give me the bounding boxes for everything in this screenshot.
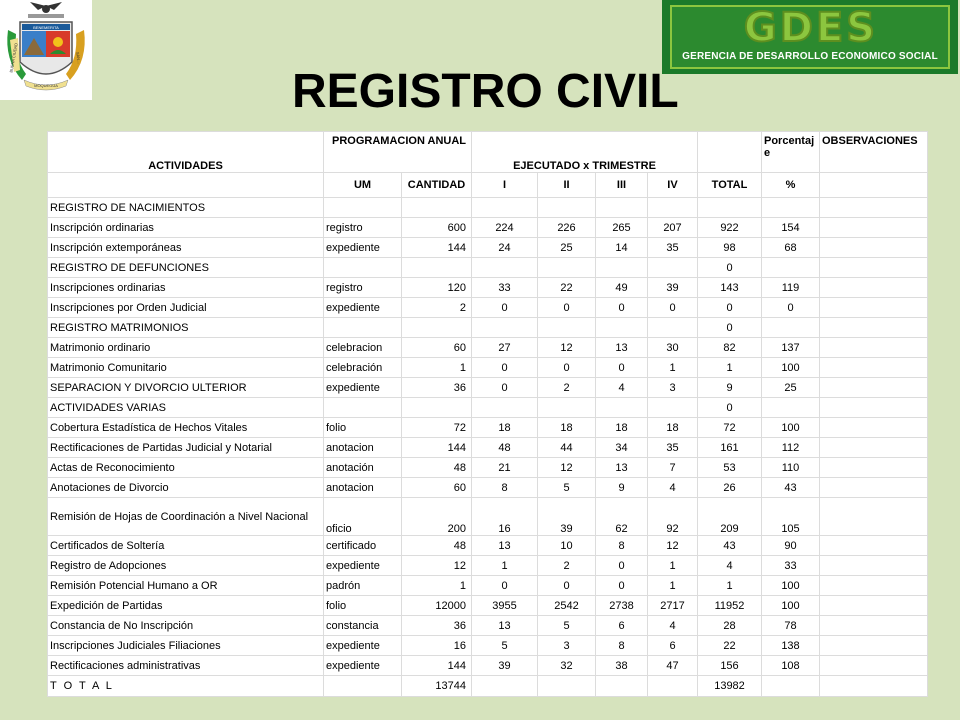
observaciones-cell [820, 198, 928, 218]
q3-cell: 13 [596, 458, 648, 478]
observaciones-cell [820, 238, 928, 258]
total-obs-empty [820, 676, 928, 697]
cantidad-cell [402, 258, 472, 278]
cantidad-cell: 72 [402, 418, 472, 438]
table-row [48, 398, 928, 418]
q2-cell: 2542 [538, 596, 596, 616]
observaciones-cell [820, 636, 928, 656]
q4-cell: 4 [648, 616, 698, 636]
q2-cell: 2 [538, 378, 596, 398]
cantidad-cell: 12 [402, 556, 472, 576]
q3-cell: 2738 [596, 596, 648, 616]
total-cell: 4 [698, 556, 762, 576]
total-cell: 72 [698, 418, 762, 438]
q3-cell: 18 [596, 418, 648, 438]
table-row [48, 616, 928, 636]
pct-cell: 137 [762, 338, 820, 358]
table-row [48, 418, 928, 438]
um-cell: anotacion [324, 478, 402, 498]
q3-cell: 62 [596, 498, 648, 536]
q2-cell: 12 [538, 458, 596, 478]
activity-cell: Inscripción ordinarias [48, 218, 324, 238]
header-pct: % [762, 173, 820, 198]
q2-cell: 44 [538, 438, 596, 458]
cantidad-cell [402, 398, 472, 418]
cantidad-cell: 200 [402, 498, 472, 536]
um-cell: expediente [324, 378, 402, 398]
um-cell [324, 258, 402, 278]
q4-cell: 12 [648, 536, 698, 556]
registro-civil-table [47, 131, 928, 697]
total-q2-empty [538, 676, 596, 697]
q1-cell: 0 [472, 378, 538, 398]
pct-cell: 100 [762, 418, 820, 438]
header-q3: III [596, 173, 648, 198]
observaciones-cell [820, 298, 928, 318]
table-row [48, 218, 928, 238]
emblem-banner-text: MOQUEGUA [34, 83, 58, 88]
observaciones-cell [820, 556, 928, 576]
um-cell: expediente [324, 556, 402, 576]
q2-cell: 5 [538, 478, 596, 498]
cantidad-cell: 60 [402, 478, 472, 498]
um-cell: folio [324, 418, 402, 438]
q1-cell: 13 [472, 536, 538, 556]
cantidad-cell: 144 [402, 656, 472, 676]
table-row [48, 318, 928, 338]
total-cell: 53 [698, 458, 762, 478]
activity-cell: REGISTRO DE NACIMIENTOS [48, 198, 324, 218]
q1-cell [472, 318, 538, 338]
header-q2: II [538, 173, 596, 198]
cantidad-cell: 60 [402, 338, 472, 358]
municipal-emblem [0, 0, 92, 100]
um-cell: expediente [324, 298, 402, 318]
table-body [48, 132, 928, 697]
table-row [48, 378, 928, 398]
table-row [48, 656, 928, 676]
total-cell: 143 [698, 278, 762, 298]
emblem-shield-text: BENEMERITA [33, 25, 59, 30]
activity-cell: Registro de Adopciones [48, 556, 324, 576]
page-title: REGISTRO CIVIL [292, 65, 679, 118]
total-row [48, 676, 928, 697]
q4-cell: 35 [648, 438, 698, 458]
header-empty [698, 132, 762, 173]
um-cell [324, 198, 402, 218]
total-cell: 0 [698, 298, 762, 318]
cantidad-cell: 600 [402, 218, 472, 238]
total-q1-empty [472, 676, 538, 697]
pct-cell: 25 [762, 378, 820, 398]
table-row [48, 298, 928, 318]
q4-cell: 18 [648, 418, 698, 438]
q4-cell: 2717 [648, 596, 698, 616]
um-cell: registro [324, 278, 402, 298]
q4-cell: 30 [648, 338, 698, 358]
pct-cell: 0 [762, 298, 820, 318]
total-q3-empty [596, 676, 648, 697]
total-cell: 9 [698, 378, 762, 398]
q3-cell: 14 [596, 238, 648, 258]
table-header-row-2 [48, 173, 928, 198]
pct-cell: 33 [762, 556, 820, 576]
q1-cell: 48 [472, 438, 538, 458]
pct-cell [762, 258, 820, 278]
total-total: 13982 [698, 676, 762, 697]
cantidad-cell: 2 [402, 298, 472, 318]
total-cell: 43 [698, 536, 762, 556]
observaciones-cell [820, 616, 928, 636]
q1-cell [472, 398, 538, 418]
um-cell: padrón [324, 576, 402, 596]
total-cell: 161 [698, 438, 762, 458]
pct-cell: 43 [762, 478, 820, 498]
um-cell [324, 318, 402, 338]
q4-cell: 0 [648, 298, 698, 318]
pct-cell: 112 [762, 438, 820, 458]
um-cell: certificado [324, 536, 402, 556]
table-row [48, 338, 928, 358]
activity-cell: Inscripciones por Orden Judicial [48, 298, 324, 318]
header2-empty [48, 173, 324, 198]
q2-cell: 32 [538, 656, 596, 676]
activity-cell: Rectificaciones administrativas [48, 656, 324, 676]
q3-cell: 265 [596, 218, 648, 238]
total-cell: 11952 [698, 596, 762, 616]
observaciones-cell [820, 398, 928, 418]
q2-cell: 0 [538, 358, 596, 378]
total-cell: 82 [698, 338, 762, 358]
table-row [48, 576, 928, 596]
q3-cell [596, 198, 648, 218]
pct-cell: 90 [762, 536, 820, 556]
q4-cell [648, 258, 698, 278]
q2-cell: 18 [538, 418, 596, 438]
q1-cell: 13 [472, 616, 538, 636]
q2-cell: 39 [538, 498, 596, 536]
activity-cell: REGISTRO DE DEFUNCIONES [48, 258, 324, 278]
observaciones-cell [820, 358, 928, 378]
um-cell: anotación [324, 458, 402, 478]
pct-cell: 138 [762, 636, 820, 656]
table-row [48, 278, 928, 298]
q1-cell: 0 [472, 576, 538, 596]
cantidad-cell: 1 [402, 576, 472, 596]
q3-cell [596, 258, 648, 278]
q1-cell: 5 [472, 636, 538, 656]
q2-cell: 5 [538, 616, 596, 636]
gdes-logo [662, 0, 958, 74]
total-cell: 209 [698, 498, 762, 536]
um-cell: expediente [324, 238, 402, 258]
q3-cell [596, 398, 648, 418]
table-row [48, 498, 928, 536]
q4-cell: 207 [648, 218, 698, 238]
q3-cell: 0 [596, 298, 648, 318]
q3-cell: 0 [596, 556, 648, 576]
activity-cell: REGISTRO MATRIMONIOS [48, 318, 324, 338]
cantidad-cell [402, 318, 472, 338]
q4-cell: 39 [648, 278, 698, 298]
header-obs-empty [820, 173, 928, 198]
cantidad-cell: 48 [402, 458, 472, 478]
q2-cell: 22 [538, 278, 596, 298]
cantidad-cell: 16 [402, 636, 472, 656]
total-cell: 1 [698, 576, 762, 596]
q3-cell: 38 [596, 656, 648, 676]
gdes-logo-panel [670, 5, 950, 69]
activity-cell: Expedición de Partidas [48, 596, 324, 616]
um-cell: anotacion [324, 438, 402, 458]
pct-cell: 105 [762, 498, 820, 536]
q1-cell: 33 [472, 278, 538, 298]
observaciones-cell [820, 458, 928, 478]
header-q4: IV [648, 173, 698, 198]
q4-cell: 1 [648, 576, 698, 596]
pct-cell: 108 [762, 656, 820, 676]
total-cell: 156 [698, 656, 762, 676]
q4-cell [648, 398, 698, 418]
observaciones-cell [820, 478, 928, 498]
total-cell: 28 [698, 616, 762, 636]
activity-cell: Inscripciones ordinarias [48, 278, 324, 298]
cantidad-cell: 48 [402, 536, 472, 556]
cantidad-cell: 144 [402, 238, 472, 258]
observaciones-cell [820, 498, 928, 536]
total-cell: 0 [698, 398, 762, 418]
q2-cell: 12 [538, 338, 596, 358]
um-cell: expediente [324, 656, 402, 676]
total-cell: 98 [698, 238, 762, 258]
q3-cell: 9 [596, 478, 648, 498]
um-cell: celebración [324, 358, 402, 378]
q2-cell [538, 318, 596, 338]
activity-cell: Anotaciones de Divorcio [48, 478, 324, 498]
pct-cell: 100 [762, 576, 820, 596]
observaciones-cell [820, 258, 928, 278]
q1-cell: 24 [472, 238, 538, 258]
emblem-ribbon-right: SAN... [75, 51, 82, 64]
cantidad-cell: 120 [402, 278, 472, 298]
q3-cell: 34 [596, 438, 648, 458]
cantidad-cell [402, 198, 472, 218]
activity-cell: Rectificaciones de Partidas Judicial y Notarial [48, 438, 324, 458]
q4-cell: 92 [648, 498, 698, 536]
observaciones-cell [820, 596, 928, 616]
activity-cell: SEPARACION Y DIVORCIO ULTERIOR [48, 378, 324, 398]
header-programacion: PROGRAMACION ANUAL [324, 132, 472, 173]
q4-cell: 1 [648, 556, 698, 576]
total-cantidad: 13744 [402, 676, 472, 697]
q4-cell [648, 318, 698, 338]
q4-cell [648, 198, 698, 218]
pct-cell: 110 [762, 458, 820, 478]
cantidad-cell: 36 [402, 616, 472, 636]
um-cell: celebracion [324, 338, 402, 358]
q4-cell: 35 [648, 238, 698, 258]
q1-cell: 18 [472, 418, 538, 438]
header-porcentaje: Porcentaje [762, 132, 820, 173]
activity-cell: Matrimonio Comunitario [48, 358, 324, 378]
activity-cell: Certificados de Soltería [48, 536, 324, 556]
observaciones-cell [820, 278, 928, 298]
cantidad-cell: 1 [402, 358, 472, 378]
header-total: TOTAL [698, 173, 762, 198]
observaciones-cell [820, 338, 928, 358]
activity-cell: Matrimonio ordinario [48, 338, 324, 358]
q1-cell: 224 [472, 218, 538, 238]
q3-cell: 13 [596, 338, 648, 358]
q1-cell [472, 198, 538, 218]
q3-cell: 6 [596, 616, 648, 636]
activity-cell: Inscripciones Judiciales Filiaciones [48, 636, 324, 656]
q2-cell: 3 [538, 636, 596, 656]
header-ejecutado: EJECUTADO x TRIMESTRE [472, 132, 698, 173]
total-q4-empty [648, 676, 698, 697]
q3-cell: 0 [596, 358, 648, 378]
pct-cell: 100 [762, 596, 820, 616]
observaciones-cell [820, 576, 928, 596]
um-cell: constancia [324, 616, 402, 636]
q3-cell: 49 [596, 278, 648, 298]
q3-cell: 4 [596, 378, 648, 398]
q1-cell [472, 258, 538, 278]
q2-cell: 25 [538, 238, 596, 258]
pct-cell [762, 398, 820, 418]
total-cell: 922 [698, 218, 762, 238]
table-row [48, 198, 928, 218]
cantidad-cell: 144 [402, 438, 472, 458]
header-q1: I [472, 173, 538, 198]
q2-cell [538, 198, 596, 218]
um-cell: expediente [324, 636, 402, 656]
q2-cell [538, 258, 596, 278]
observaciones-cell [820, 656, 928, 676]
total-cell [698, 198, 762, 218]
q1-cell: 21 [472, 458, 538, 478]
table-row [48, 358, 928, 378]
um-cell: folio [324, 596, 402, 616]
gdes-logo-subtitle: GERENCIA DE DESARROLLO ECONOMICO SOCIAL [682, 51, 938, 62]
q3-cell: 0 [596, 576, 648, 596]
pct-cell: 68 [762, 238, 820, 258]
table-row [48, 556, 928, 576]
activity-cell: Remisión Potencial Humano a OR [48, 576, 324, 596]
header-actividades: ACTIVIDADES [48, 132, 324, 173]
q2-cell [538, 398, 596, 418]
observaciones-cell [820, 536, 928, 556]
activity-cell: ACTIVIDADES VARIAS [48, 398, 324, 418]
q4-cell: 3 [648, 378, 698, 398]
q4-cell: 6 [648, 636, 698, 656]
table-row [48, 238, 928, 258]
gdes-logo-text: GDES [743, 5, 879, 51]
emblem-ribbon-left: BUENA CIUDAD [8, 42, 19, 73]
q1-cell: 16 [472, 498, 538, 536]
observaciones-cell [820, 318, 928, 338]
q2-cell: 10 [538, 536, 596, 556]
q1-cell: 8 [472, 478, 538, 498]
pct-cell [762, 198, 820, 218]
observaciones-cell [820, 438, 928, 458]
total-label: T O T A L [48, 676, 324, 697]
q1-cell: 39 [472, 656, 538, 676]
header-um: UM [324, 173, 402, 198]
header-observaciones: OBSERVACIONES [820, 132, 928, 173]
observaciones-cell [820, 378, 928, 398]
table-header-row-1 [48, 132, 928, 173]
total-cell: 0 [698, 258, 762, 278]
q1-cell: 0 [472, 358, 538, 378]
total-um-empty [324, 676, 402, 697]
um-cell: oficio [324, 498, 402, 536]
table-row [48, 438, 928, 458]
q1-cell: 27 [472, 338, 538, 358]
pct-cell: 100 [762, 358, 820, 378]
q3-cell: 8 [596, 636, 648, 656]
pct-cell: 154 [762, 218, 820, 238]
q3-cell: 8 [596, 536, 648, 556]
q2-cell: 0 [538, 576, 596, 596]
q4-cell: 1 [648, 358, 698, 378]
activity-cell: Constancia de No Inscripción [48, 616, 324, 636]
total-cell: 26 [698, 478, 762, 498]
activity-cell: Cobertura Estadística de Hechos Vitales [48, 418, 324, 438]
table-row [48, 536, 928, 556]
activity-cell: Actas de Reconocimiento [48, 458, 324, 478]
total-cell: 1 [698, 358, 762, 378]
cantidad-cell: 36 [402, 378, 472, 398]
observaciones-cell [820, 218, 928, 238]
q2-cell: 0 [538, 298, 596, 318]
table-row [48, 478, 928, 498]
total-cell: 22 [698, 636, 762, 656]
q2-cell: 226 [538, 218, 596, 238]
q4-cell: 7 [648, 458, 698, 478]
table-row [48, 636, 928, 656]
pct-cell: 119 [762, 278, 820, 298]
pct-cell: 78 [762, 616, 820, 636]
table-row [48, 258, 928, 278]
q1-cell: 3955 [472, 596, 538, 616]
cantidad-cell: 12000 [402, 596, 472, 616]
q3-cell [596, 318, 648, 338]
q4-cell: 47 [648, 656, 698, 676]
activity-cell: Inscripción extemporáneas [48, 238, 324, 258]
activity-cell: Remisión de Hojas de Coordinación a Nivel Nacional [48, 498, 324, 536]
q2-cell: 2 [538, 556, 596, 576]
total-cell: 0 [698, 318, 762, 338]
pct-cell [762, 318, 820, 338]
um-cell: registro [324, 218, 402, 238]
q1-cell: 1 [472, 556, 538, 576]
table-row [48, 458, 928, 478]
um-cell [324, 398, 402, 418]
header-cantidad: CANTIDAD [402, 173, 472, 198]
table-row [48, 596, 928, 616]
total-pct-empty [762, 676, 820, 697]
observaciones-cell [820, 418, 928, 438]
q4-cell: 4 [648, 478, 698, 498]
q1-cell: 0 [472, 298, 538, 318]
coat-of-arms-icon [0, 0, 92, 100]
